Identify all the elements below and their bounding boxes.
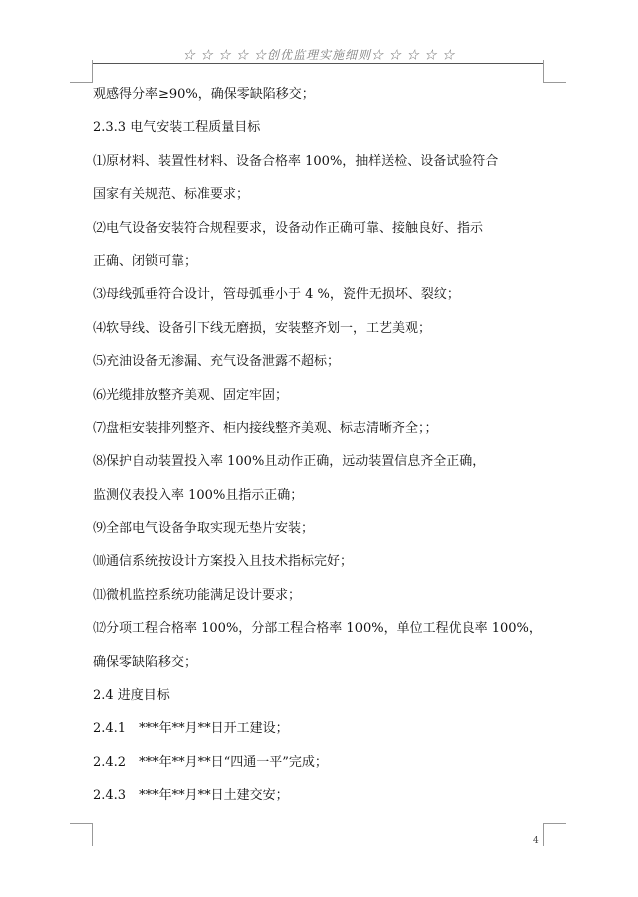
crop-mark-bottom-left bbox=[70, 823, 93, 846]
list-item: ⑹光缆排放整齐美观、固定牢固； bbox=[93, 387, 289, 403]
list-item: ⑼全部电气设备争取实现无垫片安装； bbox=[93, 521, 315, 537]
page-header-title: ☆ ☆ ☆ ☆ ☆创优监理实施细则☆ ☆ ☆ ☆ ☆ bbox=[182, 48, 456, 62]
crop-mark-top-right bbox=[543, 60, 566, 83]
list-item-continuation: 监测仪表投入率 100%且指示正确； bbox=[93, 487, 304, 503]
schedule-item: 2.4.3 ***年**月**日土建交安； bbox=[93, 788, 289, 804]
schedule-item: 2.4.2 ***年**月**日“四通一平”完成； bbox=[93, 754, 328, 770]
list-item: ⑶母线弧垂符合设计，管母弧垂小于 4 %，瓷件无损坏、裂纹； bbox=[93, 287, 460, 303]
list-item: ⑵电气设备安装符合规程要求，设备动作正确可靠、接触良好、指示 bbox=[93, 220, 484, 236]
list-item: ⑷软导线、设备引下线无磨损，安装整齐划一，工艺美观； bbox=[93, 320, 432, 336]
list-item: ⑸充油设备无渗漏、充气设备泄露不超标； bbox=[93, 354, 341, 370]
section-heading: 2.4 进度目标 bbox=[93, 688, 170, 704]
list-item-continuation: 国家有关规范、标准要求； bbox=[93, 187, 250, 203]
section-heading: 2.3.3 电气安装工程质量目标 bbox=[93, 120, 261, 136]
header-rule bbox=[93, 63, 543, 64]
list-item: ⑺盘柜安装排列整齐、柜内接线整齐美观、标志清晰齐全；； bbox=[93, 420, 438, 436]
list-item-continuation: 确保零缺陷移交； bbox=[93, 654, 198, 670]
document-body bbox=[93, 84, 548, 819]
crop-mark-bottom-right bbox=[543, 823, 566, 846]
list-item: ⑾微机监控系统功能满足设计要求； bbox=[93, 587, 302, 603]
list-item-continuation: 正确、闭锁可靠； bbox=[93, 253, 198, 269]
schedule-item: 2.4.1 ***年**月**日开工建设； bbox=[93, 721, 289, 737]
crop-mark-top-left bbox=[70, 60, 93, 83]
page-number: 4 bbox=[533, 836, 539, 846]
list-item: ⑻保护自动装置投入率 100%且动作正确，远动装置信息齐全正确， bbox=[93, 454, 486, 470]
body-line: 观感得分率≥90%，确保零缺陷移交； bbox=[93, 87, 315, 102]
list-item: ⑽通信系统按设计方案投入且技术指标完好； bbox=[93, 554, 354, 570]
list-item: ⑿分项工程合格率 100%，分部工程合格率 100%，单位工程优良率 100%， bbox=[93, 621, 542, 637]
list-item: ⑴原材料、装置性材料、设备合格率 100%，抽样送检、设备试验符合 bbox=[93, 153, 499, 169]
